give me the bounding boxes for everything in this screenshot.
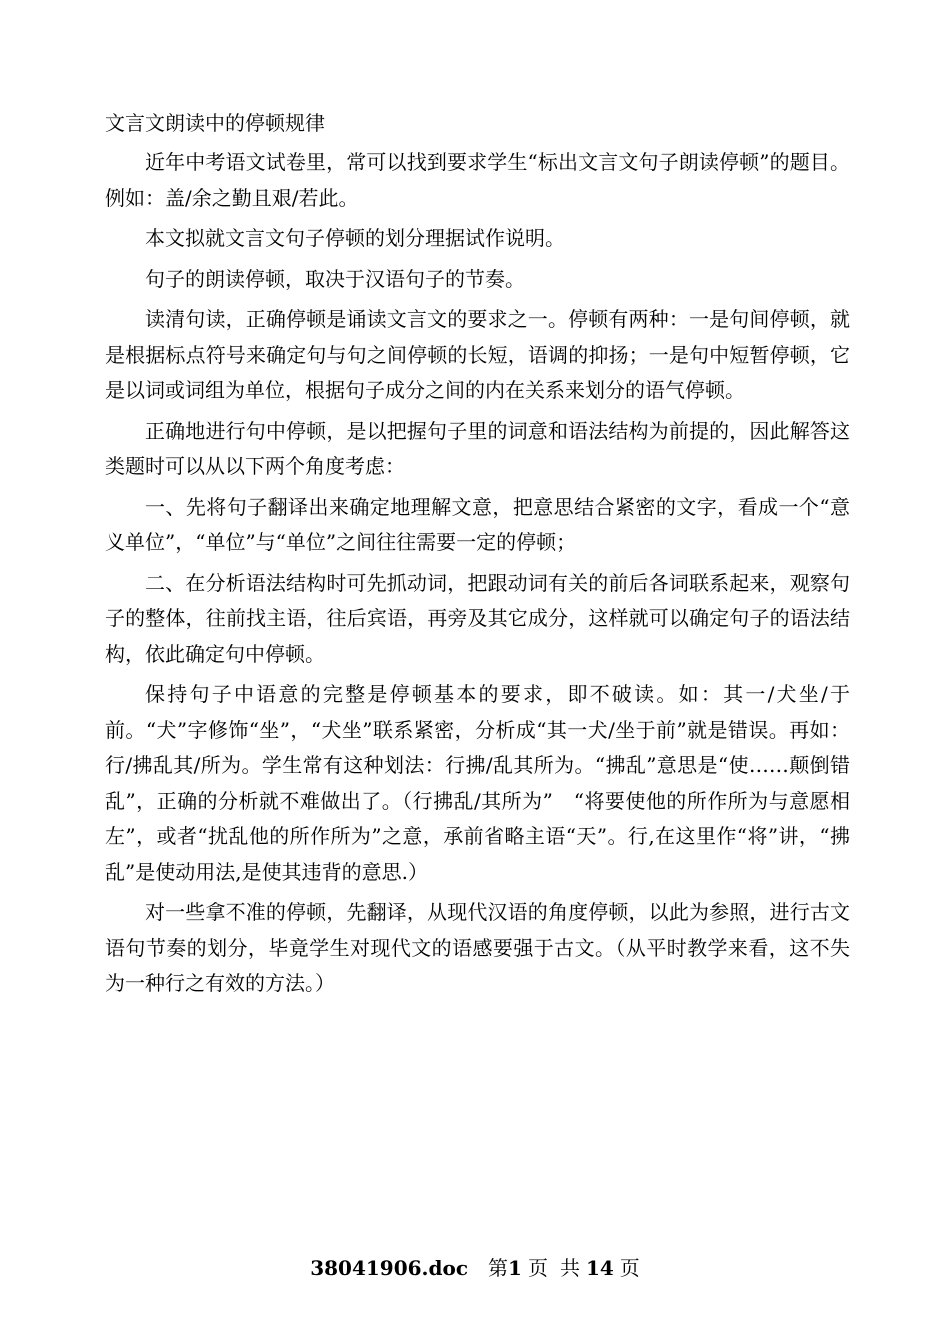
footer-page-label: 页 [527,1256,548,1280]
paragraph: 一、先将句子翻译出来确定地理解文意，把意思结合紧密的文字，看成一个“意义单位”，“单位”与“单位”之间往往需要一定的停顿； [105,494,850,554]
footer-total-pages: 14 [585,1256,614,1280]
page-footer [0,1253,950,1283]
paragraph: 对一些拿不准的停顿，先翻译，从现代汉语的角度停顿，以此为参照，进行古文语句节奏的划分，毕竟学生对现代文的语感要强于古文。（从平时教学来看，这不失为一种行之有效的方法。） [105,900,850,995]
paragraph: 二、在分析语法结构时可先抓动词，把跟动词有关的前后各词联系起来，观察句子的整体，往前找主语，往后宾语，再旁及其它成分，这样就可以确定句子的语法结构，依此确定句中停顿。 [105,570,850,666]
paragraph: 读清句读，正确停顿是诵读文言文的要求之一。停顿有两种：一是句间停顿，就是根据标点符号来确定句与句之间停顿的长短，语调的抑扬；一是句中短暂停顿，它是以词或词组为单位，根据句子成分之间的内在关系来划分的语气停顿。 [105,307,850,402]
paragraph: 正确地进行句中停顿，是以把握句子里的词意和语法结构为前提的，因此解答这类题时可以从以下两个角度考虑： [105,418,850,478]
footer-total-prefix: 共 [559,1256,580,1280]
document-title: 文言文朗读中的停顿规律 [105,111,325,135]
paragraph: 保持句子中语意的完整是停顿基本的要求，即不破读。如：其一/犬坐/于前。“犬”字修饰“坐”，“犬坐”联系紧密，分析成“其一犬/坐于前”就是错误。再如：行/拂乱其/所为。学生常有这种划法：行拂/乱其所为。“拂乱”意思是“使……颠倒错乱”，正确的分析就不难做出了。（行拂乱/其所为” “将要使他的所作所为与意愿相左”，或者“扰乱他的所作所为”之意，承前省略主语“天”。行,在这里作“将”讲，“拂乱”是使动用法,是使其违背的意思.） [105,682,850,884]
footer-page-prefix: 第 [488,1256,509,1280]
paragraph: 近年中考语文试卷里，常可以找到要求学生“标出文言文句子朗读停顿”的题目。例如：盖/余之勤且艰/若此。 [105,150,850,210]
document-body [105,106,850,1007]
footer-page-number: 1 [508,1256,522,1280]
paragraph: 句子的朗读停顿，取决于汉语句子的节奏。 [145,266,525,291]
footer-filename: 38041906.doc [310,1256,469,1280]
footer-total-label: 页 [619,1256,640,1280]
paragraph: 本文拟就文言文句子停顿的划分理据试作说明。 [145,226,565,250]
